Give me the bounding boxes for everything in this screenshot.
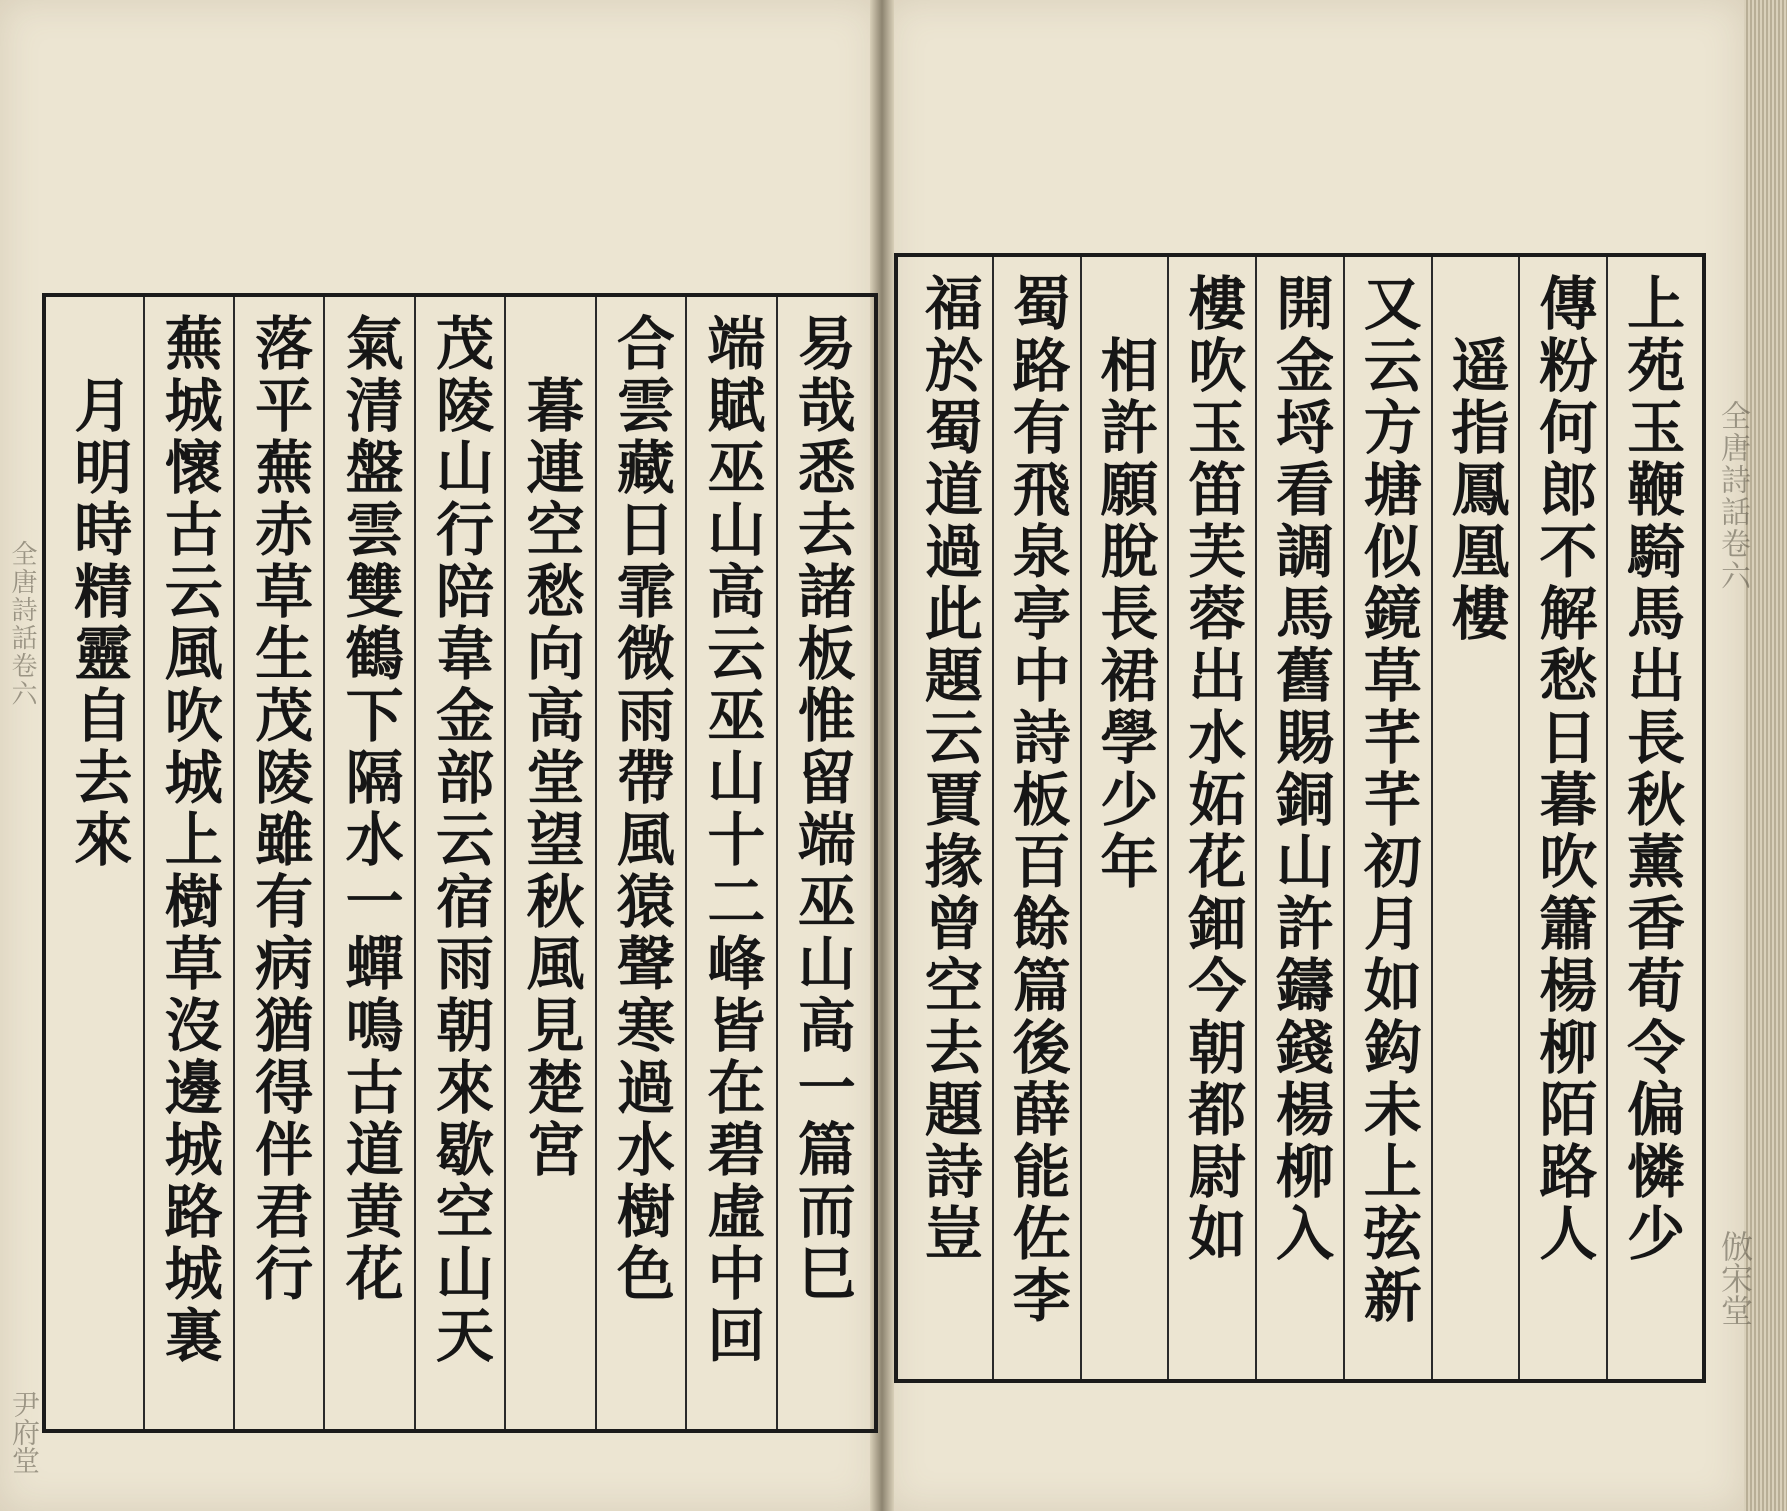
right-column-9 [906,257,994,1379]
left-column-4-text: 暮連空愁向高堂望秋風見楚宮 [516,375,585,1181]
right-column-8-text: 蜀路有飛泉亭中詩板百餘篇後薛能佐李 [1002,273,1071,1327]
left-text-frame [42,293,878,1433]
right-column-3-text: 遥指鳳凰樓 [1441,335,1510,645]
left-margin-title: 全唐詩話卷六 [7,540,37,708]
right-column-3 [1433,257,1521,1379]
right-column-7 [1082,257,1170,1379]
left-column-1 [778,297,866,1429]
right-margin-footer: 倣宋堂 [1716,1230,1754,1326]
right-column-8 [994,257,1082,1379]
left-column-9-text: 月明時精靈自去來 [64,375,133,871]
left-column-2 [687,297,777,1429]
right-text-frame [894,253,1706,1383]
left-column-3-text: 合雲藏日霏微雨帶風猿聲寒過水樹色 [606,313,675,1305]
left-column-4 [506,297,596,1429]
left-column-7-text: 落平蕪赤草生茂陵雖有病猶得伴君行 [245,313,314,1305]
right-column-1-text: 上苑玉鞭騎馬出長秋薰香荀令偏憐少 [1617,273,1686,1265]
right-margin-title: 全唐詩話卷六 [1715,400,1750,592]
right-column-5 [1257,257,1345,1379]
right-column-6-text: 樓吹玉笛芙蓉出水妬花鈿今朝都尉如 [1178,273,1247,1265]
left-columns [46,297,874,1429]
left-column-8 [145,297,235,1429]
right-column-1 [1608,257,1694,1379]
left-column-1-text: 易哉悉去諸板惟留端巫山高一篇而巳 [787,313,856,1305]
left-margin-footer: 尹府堂 [8,1390,41,1474]
left-column-5 [416,297,506,1429]
right-column-6 [1169,257,1257,1379]
right-column-7-text: 相許願脫長裙學少年 [1090,335,1159,893]
right-column-4 [1345,257,1433,1379]
right-column-4-text: 又云方塘似鏡草芊芊初月如鈎未上弦新 [1353,273,1422,1327]
left-column-7 [235,297,325,1429]
left-column-3 [597,297,687,1429]
right-column-5-text: 開金埒看調馬舊賜銅山許鑄錢楊柳入 [1265,273,1334,1265]
left-column-6-text: 氣清盤雲雙鶴下隔水一蟬鳴古道黄花 [335,313,404,1305]
left-column-8-text: 蕪城懷古云風吹城上樹草沒邊城路城裏 [154,313,223,1367]
left-column-5-text: 茂陵山行陪韋金部云宿雨朝來歇空山天 [426,313,495,1367]
right-column-9-text: 福於蜀道過此題云賈掾曾空去題詩豈 [914,273,983,1265]
right-column-2-text: 傳粉何郎不解愁日暮吹簫楊柳陌路人 [1529,273,1598,1265]
left-column-9 [54,297,144,1429]
left-column-2-text: 端賦巫山高云巫山十二峰皆在碧虛中回 [697,313,766,1367]
left-column-6 [325,297,415,1429]
right-columns [898,257,1702,1379]
right-column-2 [1520,257,1608,1379]
